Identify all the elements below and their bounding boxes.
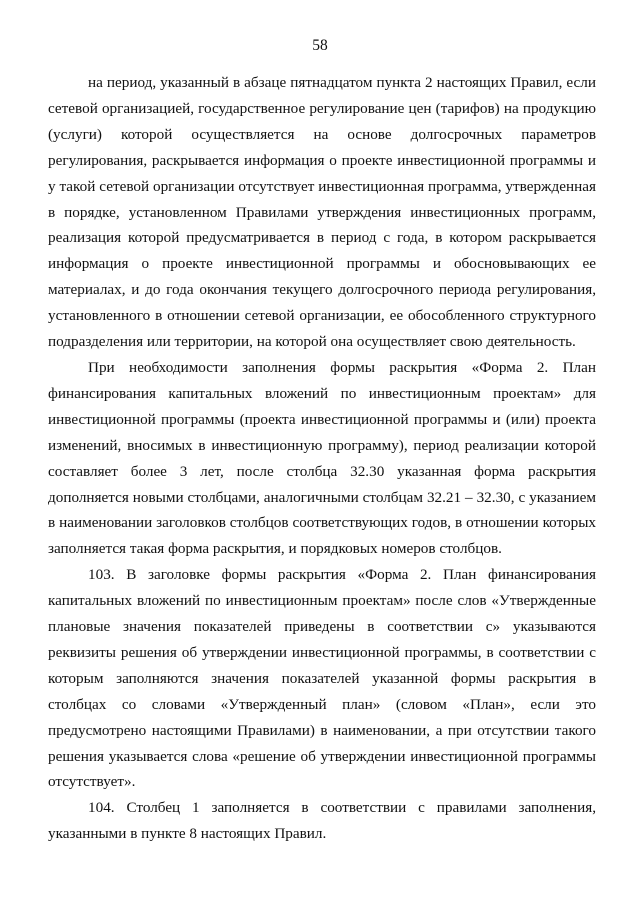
document-body [48,70,596,847]
paragraph-form-2-extension: При необходимости заполнения формы раскрытия «Форма 2. План финансирования капитальных вложений по инвестиционным проектам» для инвестиционной программы (проекта инвестиционной программы и (или) проекта изменений, вносимых в инвестиционную программу), период реализации которой составляет более 3 лет, после столбца 32.30 указанная форма раскрытия дополняется новыми столбцами, аналогичными столбцам 32.21 – 32.30, с указанием в наименовании заголовков столбцов соответствующих годов, в отношении которых заполняется такая форма раскрытия, и порядковых номеров столбцов. [48,358,596,558]
paragraph-item-104: 104. Столбец 1 заполняется в соответствии с правилами заполнения, указанными в пункте 8 настоящих Правил. [48,799,596,843]
paragraph-continuation: на период, указанный в абзаце пятнадцатом пункта 2 настоящих Правил, если сетевой организацией, государственное регулирование цен (тарифов) на продукцию (услуги) которой осуществляется на основе долгосрочных параметров регулирования, раскрывается информация о проекте инвестиционной программы и у такой сетевой организации отсутствует инвестиционная программа, утвержденная в порядке, установленном Правилами утверждения инвестиционных программ, реализация которой предусматривается в период с года, в котором раскрывается информация о проекте инвестиционной программы и обосновывающих ее материалах, и до года окончания текущего долгосрочного периода регулирования, установленного в отношении сетевой организации, ее обособленного структурного подразделения или территории, на которой она осуществляет свою деятельность. [48,74,596,351]
page-number: 58 [312,37,328,54]
paragraph-item-103: 103. В заголовке формы раскрытия «Форма 2. План финансирования капитальных вложений по инвестиционным проектам» после слов «Утвержденные плановые значения показателей приведены в соответствии с» указываются реквизиты решения об утверждении инвестиционной программы, в соответствии с которым заполняются значения показателей указанной формы раскрытия в столбцах со словами «Утвержденный план» (словом «План», если это предусмотрено настоящими Правилами) в наименовании, а при отсутствии такого решения указывается слова «решение об утверждении инвестиционной программы отсутствует». [48,566,596,791]
